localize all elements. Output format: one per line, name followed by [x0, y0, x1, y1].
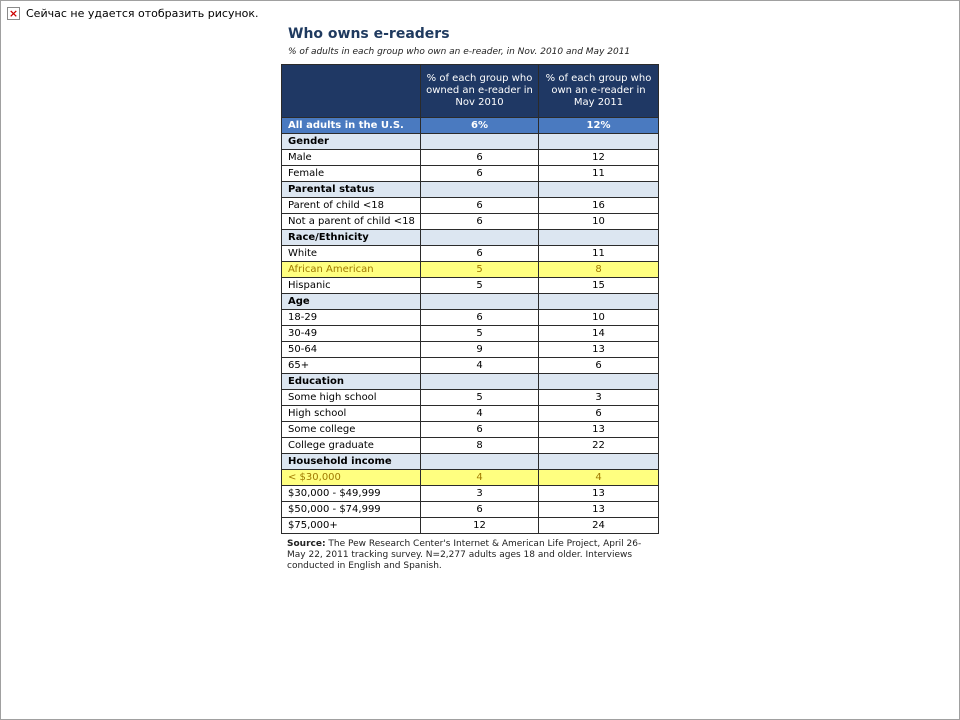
row-label-cell: Some high school — [282, 390, 421, 406]
source-label: Source: — [287, 539, 326, 549]
nov-2010-cell: 5 — [421, 278, 539, 294]
source-text: The Pew Research Center's Internet & American Life Project, April 26-May 22, 2011 tracking survey. N=2,277 adults ages 18 and older. Interviews conducted in English and Spanish. — [287, 539, 642, 571]
figure-subtitle: % of adults in each group who own an e-reader, in Nov. 2010 and May 2011 — [288, 47, 631, 57]
table-body — [282, 118, 659, 534]
row-label-cell: White — [282, 246, 421, 262]
may-2011-cell: 13 — [539, 342, 659, 358]
table-row — [282, 118, 659, 134]
nov-2010-cell — [421, 134, 539, 150]
row-label-cell: Household income — [282, 454, 421, 470]
nov-2010-cell: 6 — [421, 246, 539, 262]
row-label-cell: 65+ — [282, 358, 421, 374]
table-row — [282, 470, 659, 486]
row-label-cell: Some college — [282, 422, 421, 438]
table-row — [282, 518, 659, 534]
nov-2010-cell: 6 — [421, 150, 539, 166]
section-header-row — [282, 374, 659, 390]
row-label-cell: Race/Ethnicity — [282, 230, 421, 246]
nov-2010-cell: 9 — [421, 342, 539, 358]
table-row — [282, 246, 659, 262]
table-row — [282, 358, 659, 374]
section-header-row — [282, 230, 659, 246]
may-2011-cell — [539, 134, 659, 150]
nov-2010-cell — [421, 230, 539, 246]
table-row — [282, 262, 659, 278]
row-label-cell: Education — [282, 374, 421, 390]
may-2011-cell — [539, 454, 659, 470]
nov-2010-cell — [421, 182, 539, 198]
table-row — [282, 342, 659, 358]
may-2011-cell: 15 — [539, 278, 659, 294]
header-cell-may-2011: % of each group who own an e-reader in May 2011 — [539, 65, 659, 118]
table-row — [282, 502, 659, 518]
row-label-cell: Male — [282, 150, 421, 166]
nov-2010-cell: 4 — [421, 470, 539, 486]
row-label-cell: Parental status — [282, 182, 421, 198]
may-2011-cell: 12% — [539, 118, 659, 134]
nov-2010-cell: 5 — [421, 390, 539, 406]
section-header-row — [282, 134, 659, 150]
may-2011-cell: 13 — [539, 502, 659, 518]
may-2011-cell: 14 — [539, 326, 659, 342]
table-row — [282, 166, 659, 182]
nov-2010-cell: 6 — [421, 166, 539, 182]
nov-2010-cell: 5 — [421, 326, 539, 342]
table-row — [282, 438, 659, 454]
figure-title: Who owns e-readers — [288, 26, 450, 42]
may-2011-cell: 4 — [539, 470, 659, 486]
nov-2010-cell — [421, 454, 539, 470]
broken-image-message: Сейчас не удается отобразить рисунок. — [26, 7, 259, 20]
may-2011-cell: 3 — [539, 390, 659, 406]
e-reader-table-figure — [281, 24, 658, 572]
row-label-cell: 50-64 — [282, 342, 421, 358]
section-header-row — [282, 294, 659, 310]
row-label-cell: $30,000 - $49,999 — [282, 486, 421, 502]
row-label-cell: Age — [282, 294, 421, 310]
row-label-cell: Parent of child <18 — [282, 198, 421, 214]
row-label-cell: Gender — [282, 134, 421, 150]
may-2011-cell: 13 — [539, 486, 659, 502]
header-cell-group — [282, 65, 421, 118]
row-label-cell: 18-29 — [282, 310, 421, 326]
may-2011-cell: 6 — [539, 358, 659, 374]
row-label-cell: College graduate — [282, 438, 421, 454]
table-row — [282, 214, 659, 230]
may-2011-cell — [539, 374, 659, 390]
may-2011-cell: 11 — [539, 166, 659, 182]
source-note — [287, 539, 657, 572]
may-2011-cell: 24 — [539, 518, 659, 534]
table-row — [282, 150, 659, 166]
may-2011-cell — [539, 294, 659, 310]
ownership-table — [281, 64, 659, 534]
nov-2010-cell: 3 — [421, 486, 539, 502]
row-label-cell: African American — [282, 262, 421, 278]
section-header-row — [282, 182, 659, 198]
may-2011-cell — [539, 230, 659, 246]
nov-2010-cell: 6 — [421, 310, 539, 326]
may-2011-cell: 11 — [539, 246, 659, 262]
nov-2010-cell: 6 — [421, 198, 539, 214]
row-label-cell: 30-49 — [282, 326, 421, 342]
section-header-row — [282, 454, 659, 470]
nov-2010-cell: 6% — [421, 118, 539, 134]
nov-2010-cell: 6 — [421, 502, 539, 518]
nov-2010-cell: 4 — [421, 406, 539, 422]
row-label-cell: Hispanic — [282, 278, 421, 294]
row-label-cell: High school — [282, 406, 421, 422]
may-2011-cell: 13 — [539, 422, 659, 438]
row-label-cell: < $30,000 — [282, 470, 421, 486]
nov-2010-cell: 5 — [421, 262, 539, 278]
table-row — [282, 390, 659, 406]
nov-2010-cell: 8 — [421, 438, 539, 454]
nov-2010-cell: 6 — [421, 422, 539, 438]
may-2011-cell: 8 — [539, 262, 659, 278]
table-row — [282, 486, 659, 502]
nov-2010-cell: 12 — [421, 518, 539, 534]
nov-2010-cell — [421, 294, 539, 310]
table-row — [282, 278, 659, 294]
may-2011-cell: 10 — [539, 310, 659, 326]
may-2011-cell — [539, 182, 659, 198]
nov-2010-cell: 6 — [421, 214, 539, 230]
row-label-cell: All adults in the U.S. — [282, 118, 421, 134]
table-row — [282, 422, 659, 438]
table-row — [282, 326, 659, 342]
may-2011-cell: 12 — [539, 150, 659, 166]
may-2011-cell: 10 — [539, 214, 659, 230]
broken-image-placeholder — [7, 7, 259, 20]
header-cell-nov-2010: % of each group who owned an e-reader in Nov 2010 — [421, 65, 539, 118]
row-label-cell: $75,000+ — [282, 518, 421, 534]
broken-image-icon: × — [8, 7, 19, 20]
table-row — [282, 198, 659, 214]
table-row — [282, 406, 659, 422]
nov-2010-cell: 4 — [421, 358, 539, 374]
table-header-row — [282, 65, 659, 118]
row-label-cell: Not a parent of child <18 — [282, 214, 421, 230]
table-row — [282, 310, 659, 326]
row-label-cell: $50,000 - $74,999 — [282, 502, 421, 518]
may-2011-cell: 16 — [539, 198, 659, 214]
nov-2010-cell — [421, 374, 539, 390]
may-2011-cell: 22 — [539, 438, 659, 454]
may-2011-cell: 6 — [539, 406, 659, 422]
row-label-cell: Female — [282, 166, 421, 182]
